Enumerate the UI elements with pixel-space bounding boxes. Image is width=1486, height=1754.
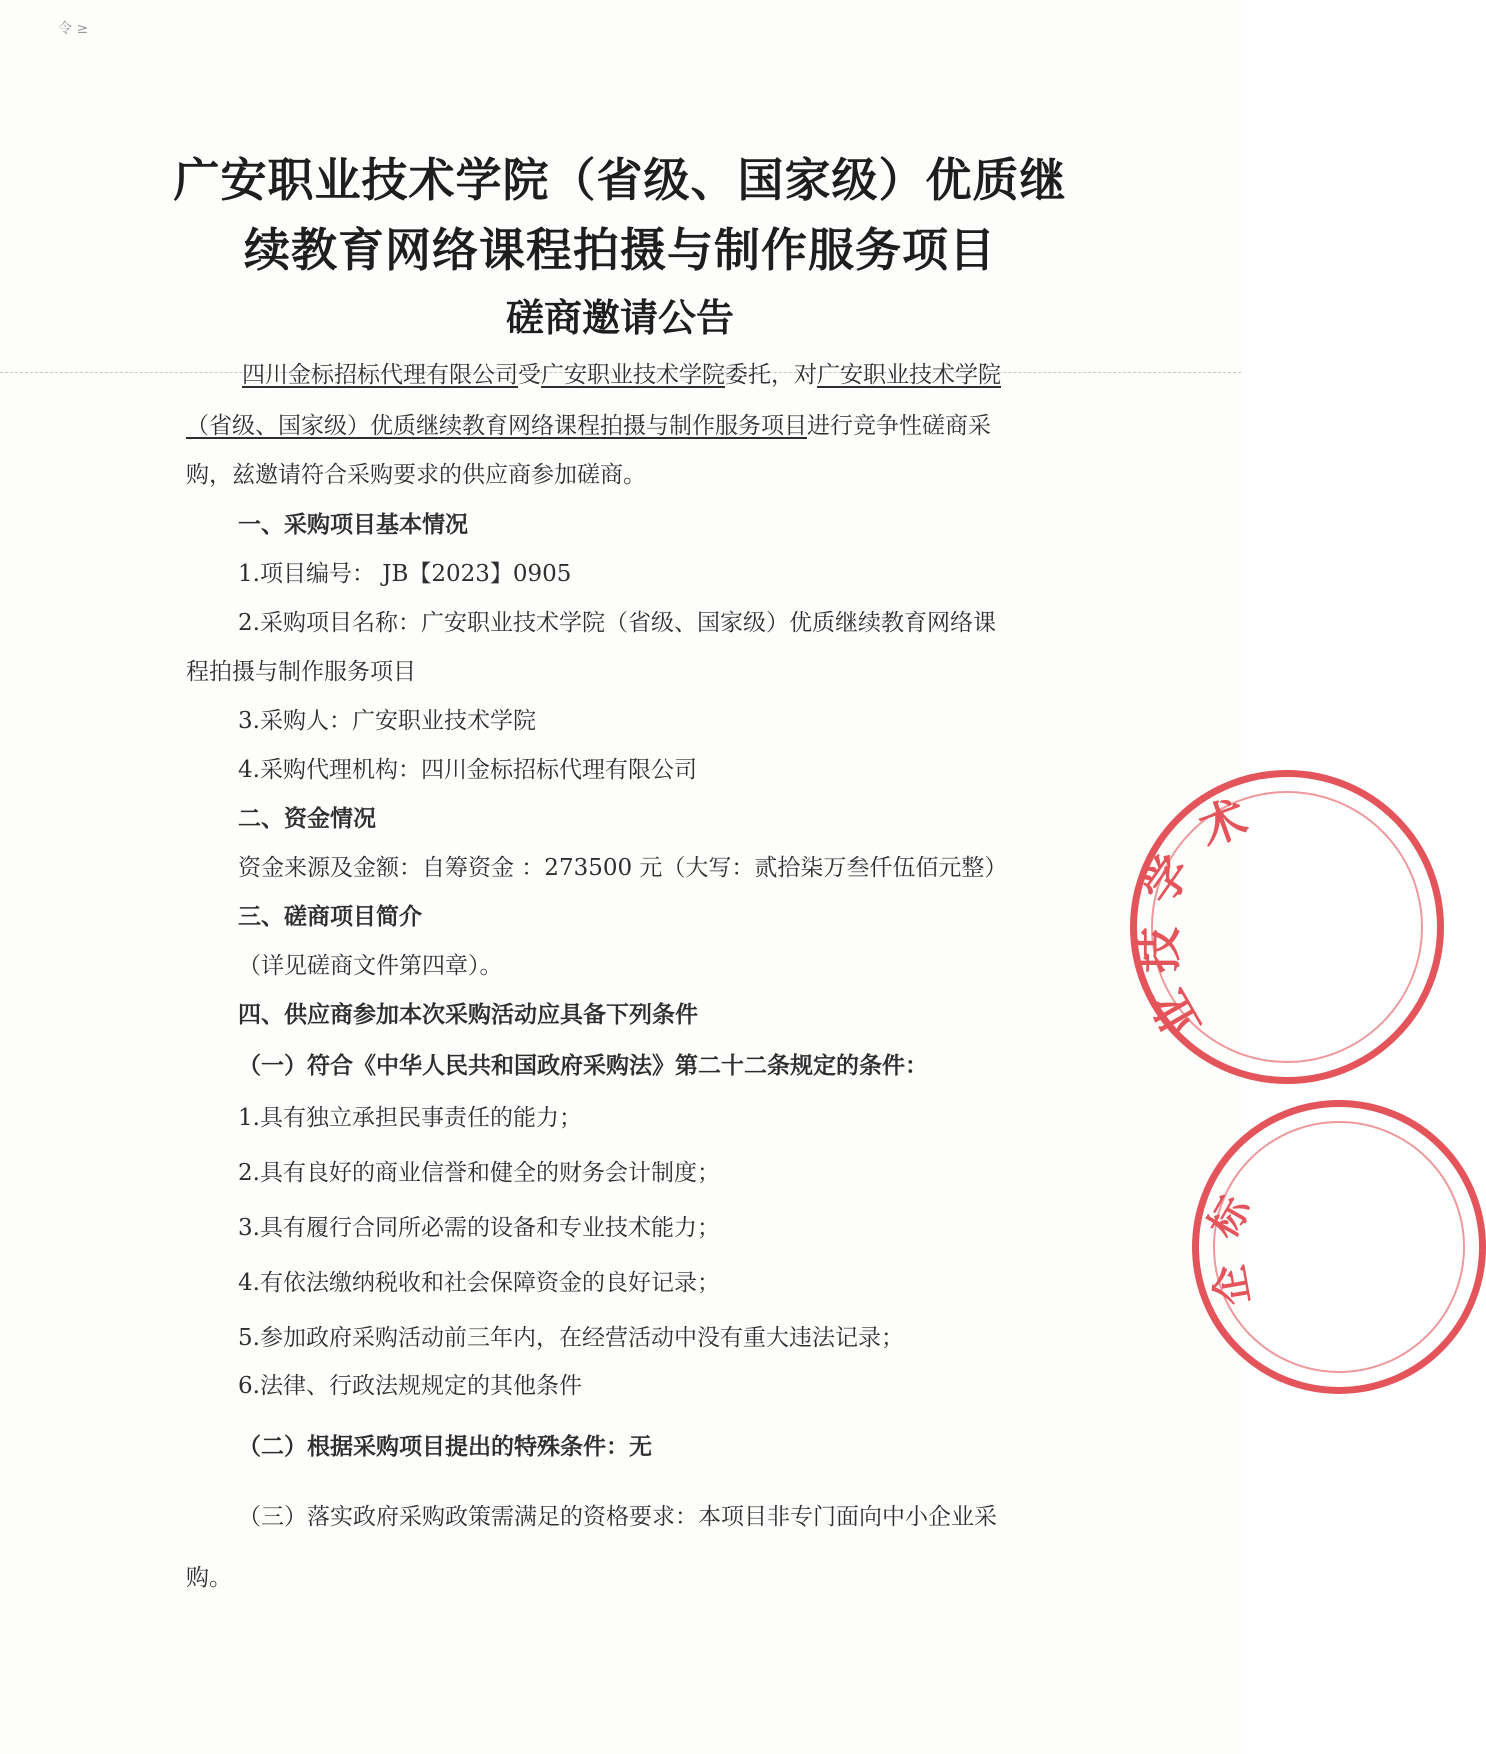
intro-text-1: 受 [518, 362, 541, 388]
section1-heading: 一、采购项目基本情况 [238, 511, 468, 538]
intro-line1 [242, 358, 1001, 392]
agency-name: 四川金标招标代理有限公司 [242, 362, 518, 388]
intro-text-3: 进行竞争性磋商采 [807, 413, 991, 439]
client-name: 广安职业技术学院 [541, 362, 725, 388]
condition-6: 6.法律、行政法规规定的其他条件 [238, 1373, 582, 1399]
document-subtitle: 磋商邀请公告 [505, 295, 734, 340]
intro-text-2: 委托，对 [725, 362, 817, 388]
seal-char: 学 [1131, 845, 1202, 915]
condition-2: 2.具有良好的商业信誉和健全的财务会计制度； [238, 1160, 720, 1186]
section2-heading: 二、资金情况 [238, 805, 376, 832]
intro-line2 [186, 409, 991, 443]
scan-marks: 令 ≥ [58, 21, 89, 37]
item-project-number: 1.项目编号： JB【2023】0905 [238, 561, 572, 587]
sub2-special-conditions: （二）根据采购项目提出的特殊条件：无 [238, 1433, 652, 1460]
intro-line3: 购，兹邀请符合采购要求的供应商参加磋商。 [186, 462, 646, 488]
section3-body: （详见磋商文件第四章）。 [238, 953, 503, 979]
section4-heading: 四、供应商参加本次采购活动应具备下列条件 [238, 1001, 698, 1028]
funding-text: 资金来源及金额：自筹资金 ：273500 元（大写：贰拾柒万叁仟伍佰元整） [238, 855, 1008, 881]
item-project-name-line2: 程拍摄与制作服务项目 [186, 659, 416, 685]
seal-inner-ring [1213, 1121, 1465, 1373]
document-title-line1: 广安职业技术学院（省级、国家级）优质继 [173, 153, 1067, 207]
sub3-line1: （三）落实政府采购政策需满足的资格要求：本项目非专门面向中小企业采 [238, 1504, 997, 1530]
item-project-name-line1: 2.采购项目名称：广安职业技术学院（省级、国家级）优质继续教育网络课 [238, 610, 996, 636]
document-title-line2: 续教育网络课程拍摄与制作服务项目 [244, 223, 996, 277]
sub3-line2: 购。 [186, 1565, 232, 1591]
seal-stamp-upper [1130, 770, 1444, 1084]
condition-5: 5.参加政府采购活动前三年内，在经营活动中没有重大违法记录； [238, 1325, 904, 1351]
seal-stamp-lower [1192, 1100, 1486, 1394]
seal-char: 业 [1141, 981, 1212, 1048]
project-name-part2: （省级、国家级）优质继续教育网络课程拍摄与制作服务项目 [186, 413, 807, 439]
seal-char: 企 [1206, 1261, 1259, 1309]
condition-1: 1.具有独立承担民事责任的能力； [238, 1105, 582, 1131]
condition-3: 3.具有履行合同所必需的设备和专业技术能力； [238, 1215, 720, 1241]
item-agency: 4.采购代理机构：四川金标招标代理有限公司 [238, 757, 697, 783]
condition-4: 4.有依法缴纳税收和社会保障资金的良好记录； [238, 1270, 720, 1296]
sub1-heading: （一）符合《中华人民共和国政府采购法》第二十二条规定的条件： [238, 1052, 928, 1079]
item-purchaser: 3.采购人：广安职业技术学院 [238, 708, 536, 734]
seal-char: 术 [1192, 789, 1254, 857]
project-name-part1: 广安职业技术学院 [817, 362, 1001, 388]
seal-char: 技 [1132, 927, 1186, 973]
seal-char: 标 [1200, 1188, 1260, 1247]
section3-heading: 三、磋商项目简介 [238, 903, 422, 930]
